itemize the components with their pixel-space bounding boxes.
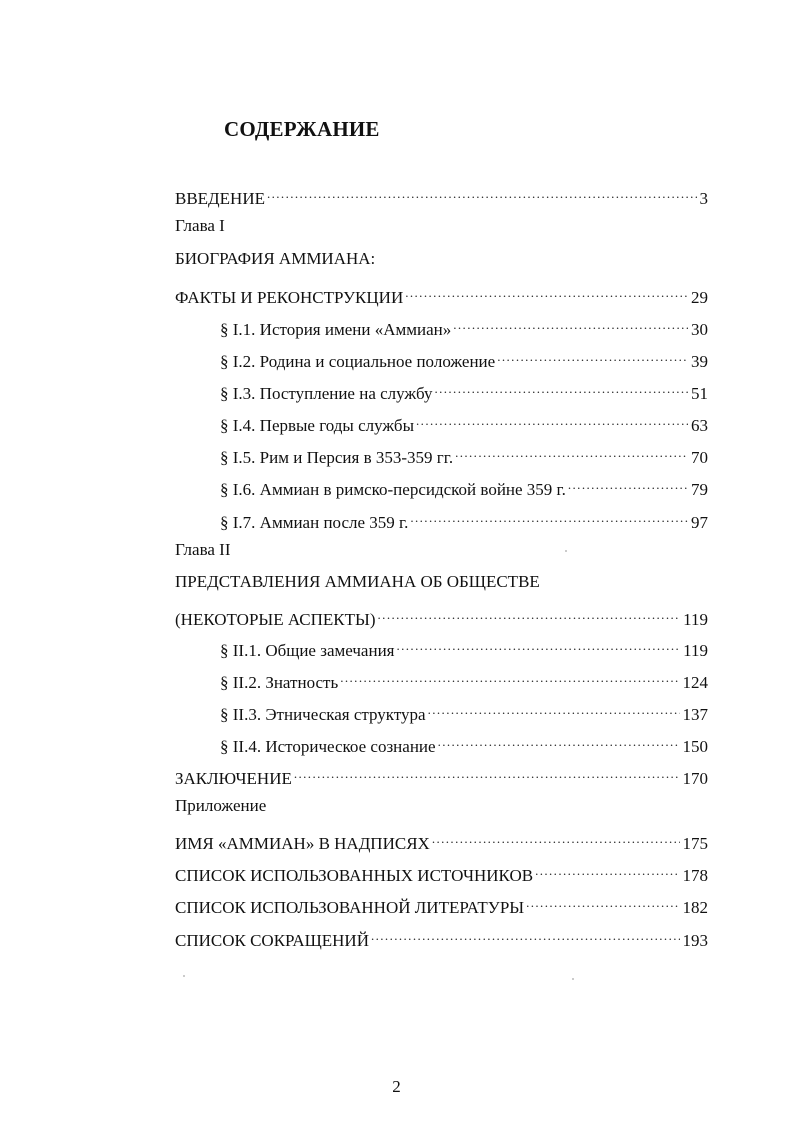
dot-leader — [416, 409, 688, 431]
toc-entry-section-2-3[interactable] — [220, 698, 708, 724]
toc-entry-page: 79 — [691, 480, 708, 499]
toc-entry-appendix-inscriptions[interactable] — [175, 827, 708, 853]
toc-entry-label: § I.5. Рим и Персия в 353-359 гг. — [220, 448, 454, 467]
toc-entry-label: ЗАКЛЮЧЕНИЕ — [175, 769, 292, 788]
toc-entry-page: 182 — [682, 898, 708, 917]
toc-heading-chapter-1-title: БИОГРАФИЯ АММИАНА: — [175, 249, 376, 268]
toc-entry-section-1-7[interactable] — [220, 506, 708, 532]
toc-heading-chapter-1: Глава I — [175, 216, 225, 235]
toc-entry-label: § II.1. Общие замечания — [220, 641, 395, 660]
toc-entry-label: СПИСОК ИСПОЛЬЗОВАННЫХ ИСТОЧНИКОВ — [175, 866, 534, 885]
dot-leader — [432, 827, 680, 849]
dot-leader — [294, 762, 680, 784]
scan-speck — [565, 550, 567, 552]
toc-entry-section-1-2[interactable] — [220, 345, 708, 371]
toc-entry-page: 170 — [682, 769, 708, 788]
toc-entry-page: 97 — [691, 513, 708, 532]
dot-leader — [371, 924, 680, 946]
scan-speck — [572, 978, 574, 980]
toc-entry-abbreviations[interactable] — [175, 924, 708, 950]
toc-entry-section-1-6[interactable] — [220, 473, 708, 499]
toc-entry-page: 39 — [691, 352, 708, 371]
toc-entry-introduction[interactable] — [175, 182, 708, 208]
toc-entry-section-1-3[interactable] — [220, 377, 708, 403]
toc-entry-section-2-4[interactable] — [220, 730, 708, 756]
dot-leader — [378, 603, 681, 625]
toc-entry-page: 175 — [682, 834, 708, 853]
dot-leader — [340, 666, 679, 688]
toc-entry-page: 124 — [682, 673, 708, 692]
dot-leader — [455, 441, 688, 463]
toc-entry-label: § I.2. Родина и социальное положение — [220, 352, 496, 371]
dot-leader — [535, 859, 679, 881]
toc-entry-section-2-1[interactable] — [220, 634, 708, 660]
toc-entry-sources[interactable] — [175, 859, 708, 885]
toc-entry-page: 119 — [683, 610, 708, 629]
dot-leader — [497, 345, 688, 367]
dot-leader — [438, 730, 680, 752]
toc-entry-page: 30 — [691, 320, 708, 339]
dot-leader — [434, 377, 688, 399]
toc-entry-label: § I.3. Поступление на службу — [220, 384, 433, 403]
toc-entry-conclusion[interactable] — [175, 762, 708, 788]
toc-entry-literature[interactable] — [175, 891, 708, 917]
toc-entry-page: 119 — [683, 641, 708, 660]
dot-leader — [568, 473, 688, 495]
toc-entry-section-2-2[interactable] — [220, 666, 708, 692]
dot-leader — [526, 891, 679, 913]
toc-entry-label: § II.2. Знатность — [220, 673, 339, 692]
toc-heading-appendix: Приложение — [175, 796, 267, 815]
dot-leader — [453, 313, 688, 335]
toc-entry-page: 150 — [682, 737, 708, 756]
toc-entry-page: 51 — [691, 384, 708, 403]
toc-entry-page: 3 — [699, 189, 708, 208]
toc-entry-chapter-2[interactable] — [175, 603, 708, 629]
toc-entry-section-1-4[interactable] — [220, 409, 708, 435]
scan-speck — [183, 975, 185, 977]
dot-leader — [410, 506, 688, 528]
toc-heading-chapter-2: Глава II — [175, 540, 231, 559]
dot-leader — [405, 281, 688, 303]
page-title: СОДЕРЖАНИЕ — [224, 117, 380, 141]
toc-entry-label: ИМЯ «АММИАН» В НАДПИСЯХ — [175, 834, 430, 853]
toc-entry-label: ФАКТЫ И РЕКОНСТРУКЦИИ — [175, 288, 404, 307]
toc-entry-label: § II.3. Этническая структура — [220, 705, 426, 724]
toc-entry-page: 70 — [691, 448, 708, 467]
toc-entry-section-1-1[interactable] — [220, 313, 708, 339]
page-number: 2 — [392, 1077, 401, 1096]
toc-entry-label: СПИСОК ИСПОЛЬЗОВАННОЙ ЛИТЕРАТУРЫ — [175, 898, 525, 917]
toc-entry-label: § I.6. Аммиан в римско-персидской войне 359 г. — [220, 480, 566, 499]
toc-entry-page: 193 — [682, 931, 708, 950]
toc-entry-page: 178 — [682, 866, 708, 885]
toc-entry-label: § I.4. Первые годы службы — [220, 416, 415, 435]
toc-entry-label: ВВЕДЕНИЕ — [175, 189, 265, 208]
toc-entry-page: 63 — [691, 416, 708, 435]
toc-heading-chapter-2-title: ПРЕДСТАВЛЕНИЯ АММИАНА ОБ ОБЩЕСТВЕ — [175, 572, 540, 591]
dot-leader — [396, 634, 680, 656]
toc-entry-label: § I.1. История имени «Аммиан» — [220, 320, 452, 339]
toc-entry-label: § I.7. Аммиан после 359 г. — [220, 513, 409, 532]
dot-leader — [428, 698, 680, 720]
toc-entry-page: 137 — [682, 705, 708, 724]
toc-entry-page: 29 — [691, 288, 708, 307]
toc-entry-label: § II.4. Историческое сознание — [220, 737, 436, 756]
toc-entry-label: (НЕКОТОРЫЕ АСПЕКТЫ) — [175, 610, 376, 629]
toc-entry-section-1-5[interactable] — [220, 441, 708, 467]
toc-entry-chapter-1[interactable] — [175, 281, 708, 307]
dot-leader — [267, 182, 697, 204]
toc-entry-label: СПИСОК СОКРАЩЕНИЙ — [175, 931, 369, 950]
